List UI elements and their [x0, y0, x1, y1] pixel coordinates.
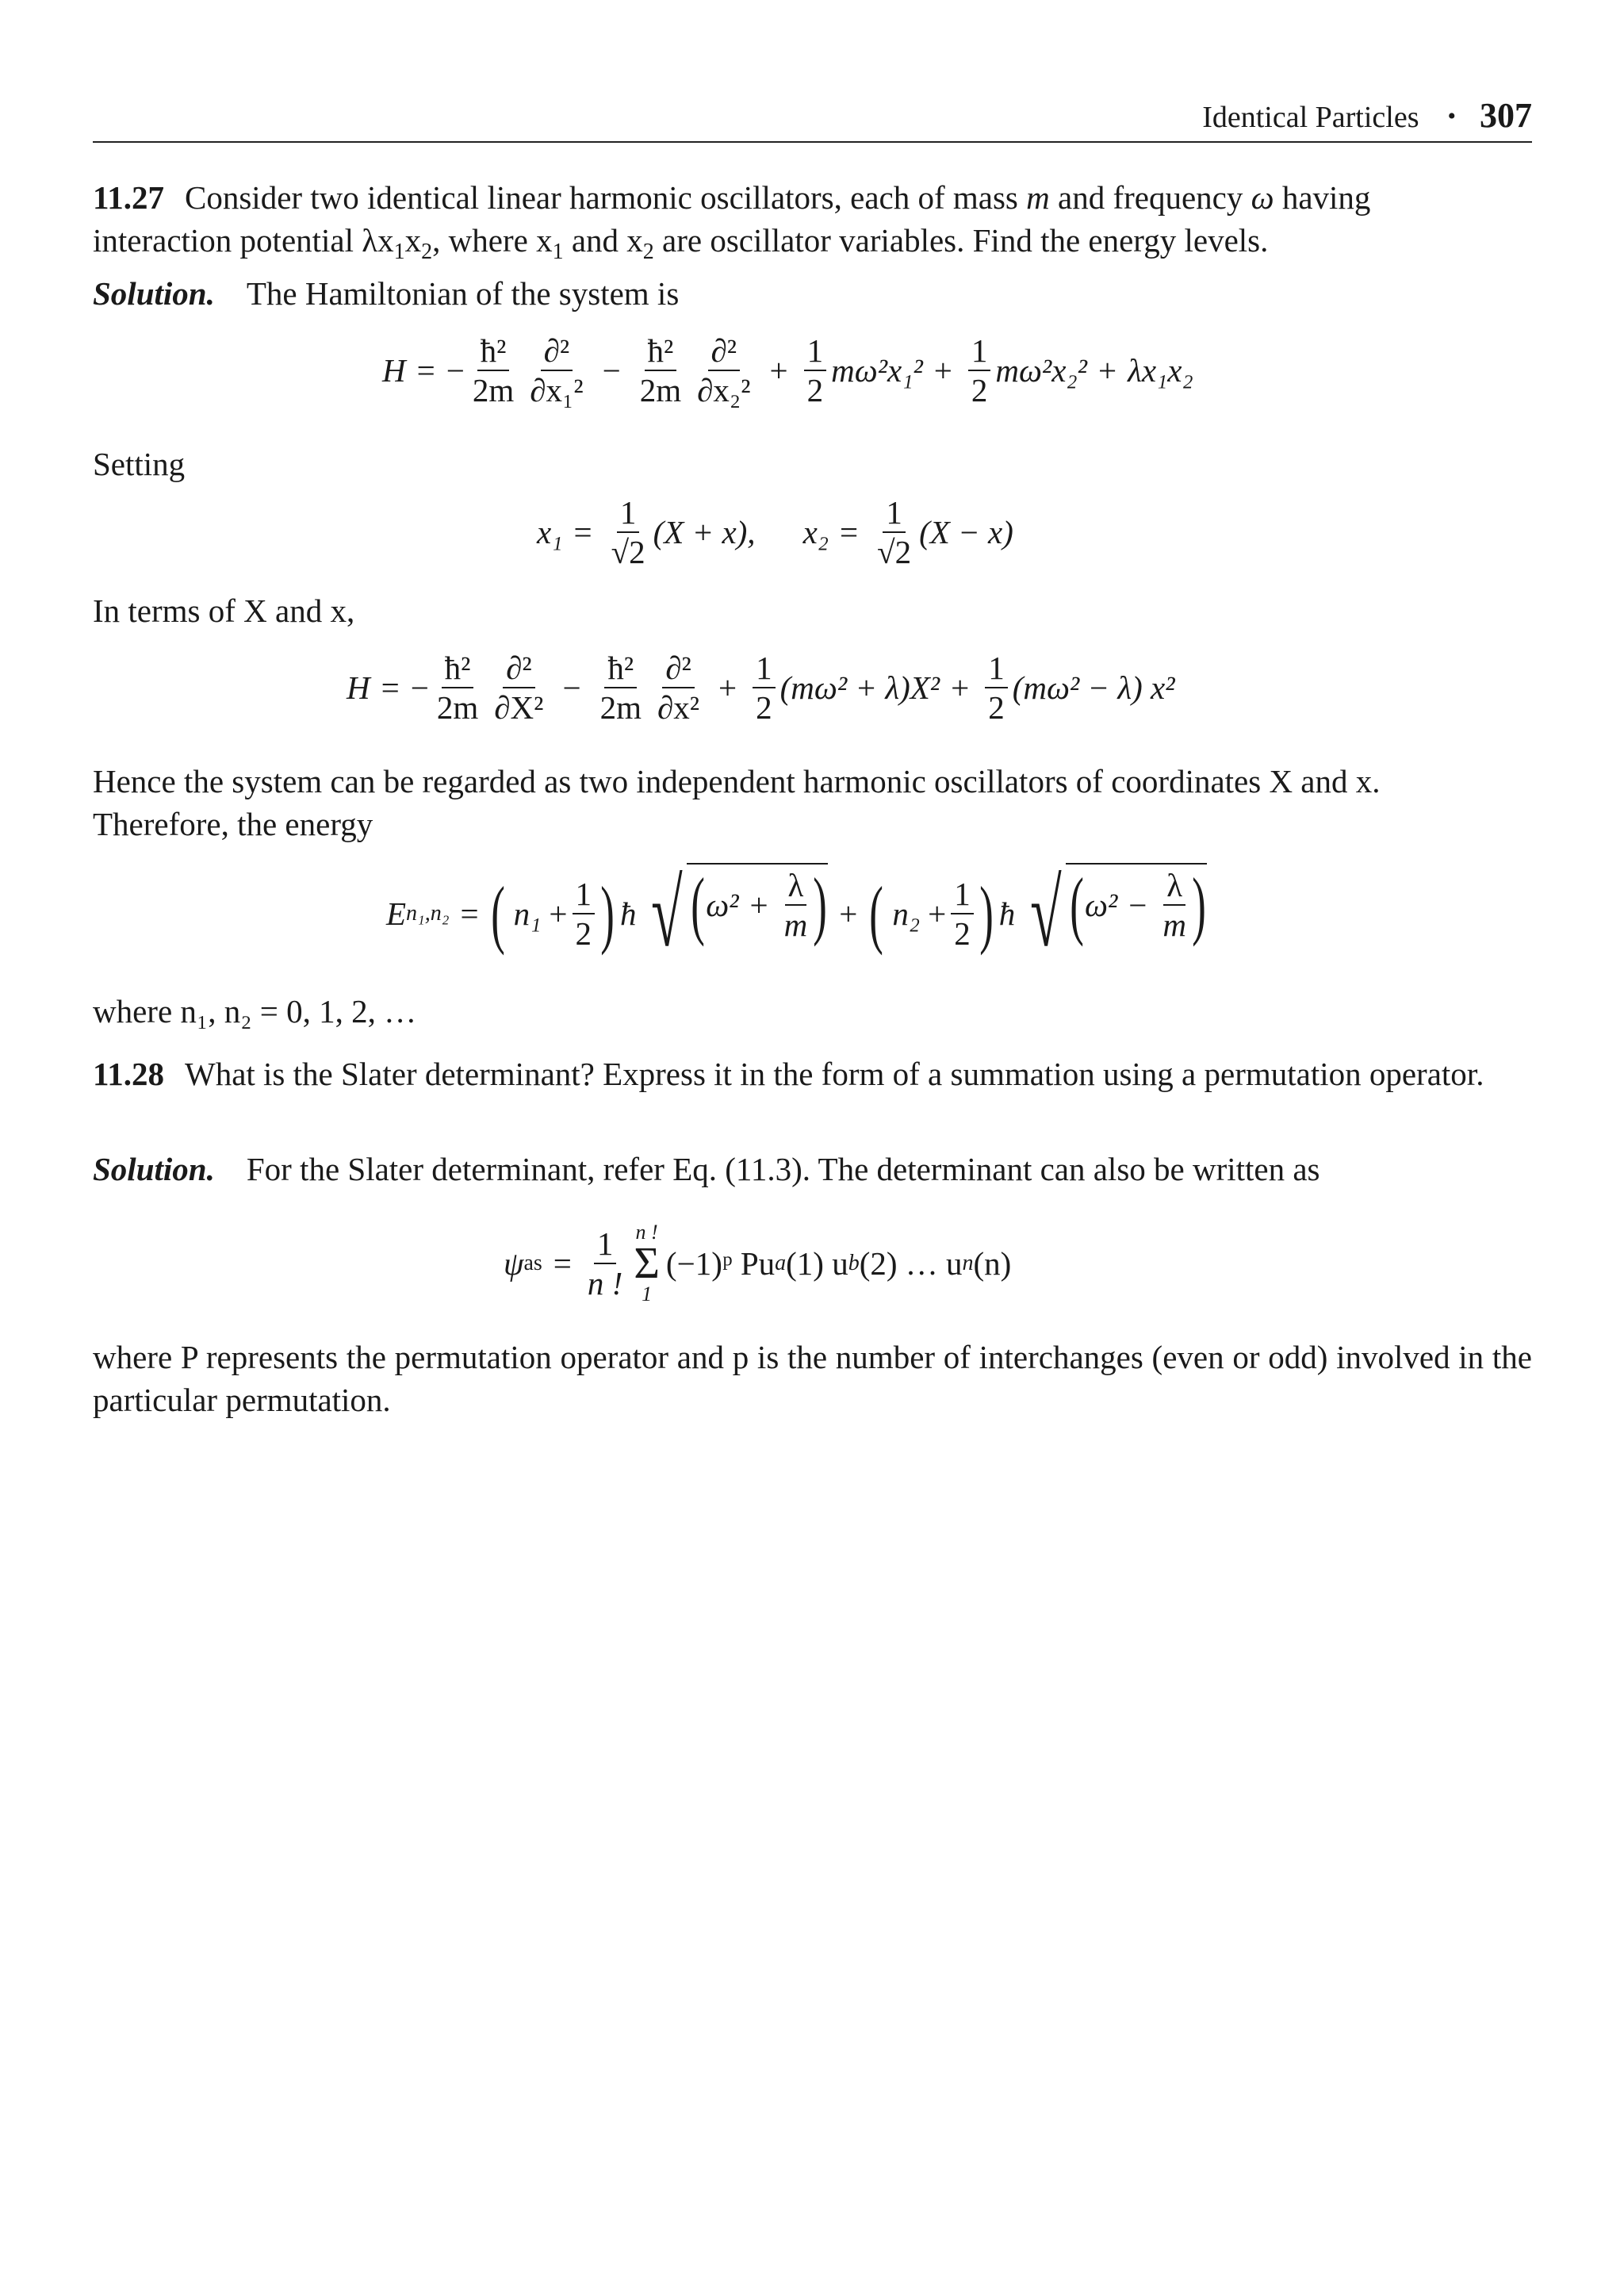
in-terms-label: In terms of X and x, — [93, 592, 355, 629]
solution-11-27-intro: Solution. The Hamiltonian of the system is — [93, 275, 680, 312]
problem-number: 11.27 — [93, 179, 164, 216]
equation-substitution: x₁ = $\frac{1}{√2}$ (X + x), x₂ = $\frac{1}{√2}$ (X − x) — [537, 494, 1013, 570]
problem-11-27: 11.27 Consider two identical linear harmonic oscillators, each of mass m and frequency ω having interaction potential $\lambda x_1x_2$, where $x_1$ and $x_2$ are oscillator variables. Find the energy levels. — [93, 179, 1371, 265]
equation-hamiltonian-transformed: H = − $\frac{\text{ħ²}}{2m}$ $\frac{\text{∂²}}{\text{∂X²}}$ − $\frac{\text{ħ²}}{2m}$ $\frac{\text{∂²}}{\text{∂x²}}$ + $\frac{1}{2}$ (mω² + λ)X² + $\frac{1}{2}$ (mω² − λ) x² — [347, 650, 1175, 726]
solution-label: Solution. — [93, 1151, 215, 1187]
chapter-title: Identical Particles — [1202, 101, 1419, 134]
solution-label: Solution. — [93, 275, 215, 312]
equation-energy-levels: E n₁,n₂ = ( n₁ + $\frac{1}{2}$ ) ħ √ ( ω² + $\frac{\lambda}{m}$ ) + ( n₂ + $\frac{1}{2}$ ) ħ √ ( ω² − $\frac{\lambda}{m}$ ) — [386, 861, 1206, 966]
setting-label: Setting — [93, 446, 186, 482]
hence-paragraph: Hence the system can be regarded as two independent harmonic oscillators of coordinates X and x. Therefore, the energy — [93, 763, 1381, 842]
page — [93, 0, 1532, 2285]
where-permutation: where P represents the permutation operator and p is the number of interchanges (even or odd) involved in the particular permutation. — [93, 1339, 1532, 1418]
page-number: 307 — [1480, 96, 1532, 135]
where-n-values: where n₁, n₂ = 0, 1, 2, … — [93, 993, 417, 1029]
equation-hamiltonian: H = − $\frac{\text{ħ²}}{2m}$ $\frac{\text{∂²}}{\text{∂x₁²}}$ − $\frac{\text{ħ²}}{2m}$ $\frac{\text{∂²}}{\text{∂x₂²}}$ + $\frac{1}{2}$ mω²x₁² + $\frac{1}{2}$ mω²x₂² + λx₁x₂ — [382, 332, 1193, 408]
bullet-separator: • — [1447, 103, 1456, 129]
running-header — [93, 89, 1532, 143]
problem-number: 11.28 — [93, 1056, 164, 1092]
problem-11-28: 11.28 What is the Slater determinant? Express it in the form of a summation using a permutation operator. — [93, 1056, 1484, 1092]
solution-11-28-intro: Solution. For the Slater determinant, refer Eq. (11.3). The determinant can also be written as — [93, 1151, 1320, 1187]
equation-slater-sum: ψ as = $\frac{1}{n !}$ n ! Σ 1 (−1)ᵖ Pu a (1) u b (2) … u n (n) — [504, 1221, 1012, 1305]
